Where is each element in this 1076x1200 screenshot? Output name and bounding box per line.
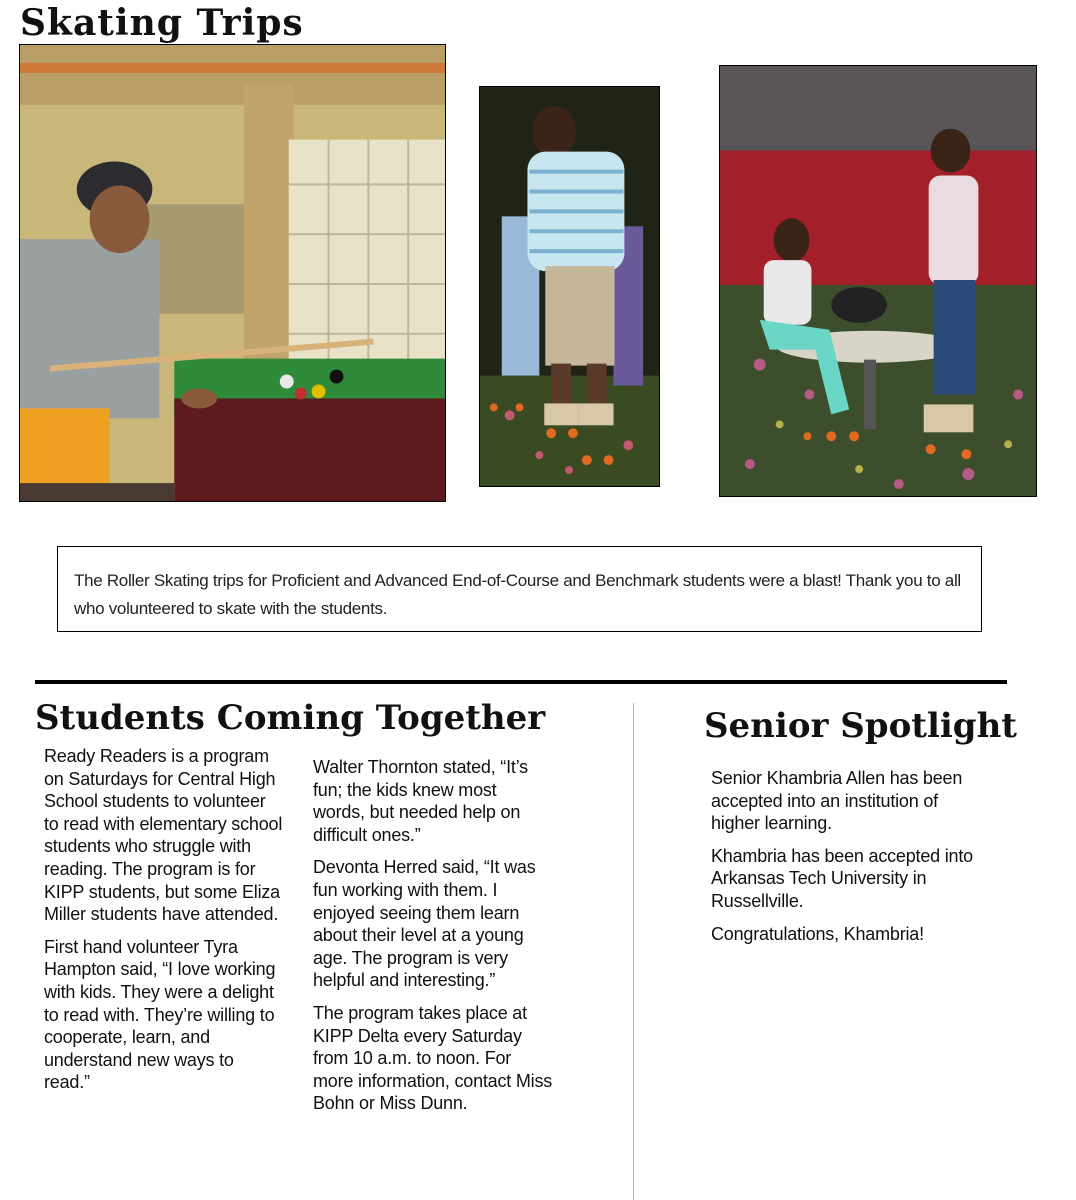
article-paragraph: Walter Thornton stated, “It’s fun; the kids knew most words, but needed help on difficult ones.”: [313, 757, 528, 845]
article-paragraph: First hand volunteer Tyra Hampton said, “I love working with kids. They were a delight to read with. They’re willing to cooperate, learn, and understand new ways to read.”: [44, 936, 276, 1093]
spotlight-paragraph: Senior Khambria Allen has been accepted into an institution of higher learning.: [711, 768, 963, 834]
students-column-2: [313, 756, 553, 1125]
article-paragraph: Devonta Herred said, “It was fun working with them. I enjoyed seeing them learn about their level at a young age. The program is very helpful and interesting.”: [313, 857, 536, 991]
senior-spotlight-title: Senior Spotlight: [704, 706, 1017, 746]
section-divider: [35, 680, 1007, 684]
skater-photo: [479, 86, 660, 487]
column-rule: [633, 703, 634, 1200]
students-column-1: [44, 745, 284, 1104]
article-paragraph: The program takes place at KIPP Delta every Saturday from 10 a.m. to noon. For more information, contact Miss Bohn or Miss Dunn.: [313, 1002, 553, 1114]
rink-table-photo: [719, 65, 1037, 497]
students-coming-together-title: Students Coming Together: [35, 698, 546, 738]
spotlight-paragraph: Congratulations, Khambria!: [711, 923, 924, 944]
pool-table-photo: [19, 44, 446, 502]
article-paragraph: Ready Readers is a program on Saturdays for Central High School students to volunteer to read with elementary school students who struggle with reading. The program is for KIPP students, but some Eliza Miller students have attended.: [44, 746, 283, 925]
skating-caption: The Roller Skating trips for Proficient and Advanced End-of-Course and Benchmark students were a blast! Thank you to all who volunteered to skate with the students.: [57, 546, 982, 632]
senior-spotlight-column: [711, 767, 991, 955]
spotlight-paragraph: Khambria has been accepted into Arkansas Tech University in Russellville.: [711, 845, 973, 911]
skating-trips-title: Skating Trips: [20, 2, 304, 44]
